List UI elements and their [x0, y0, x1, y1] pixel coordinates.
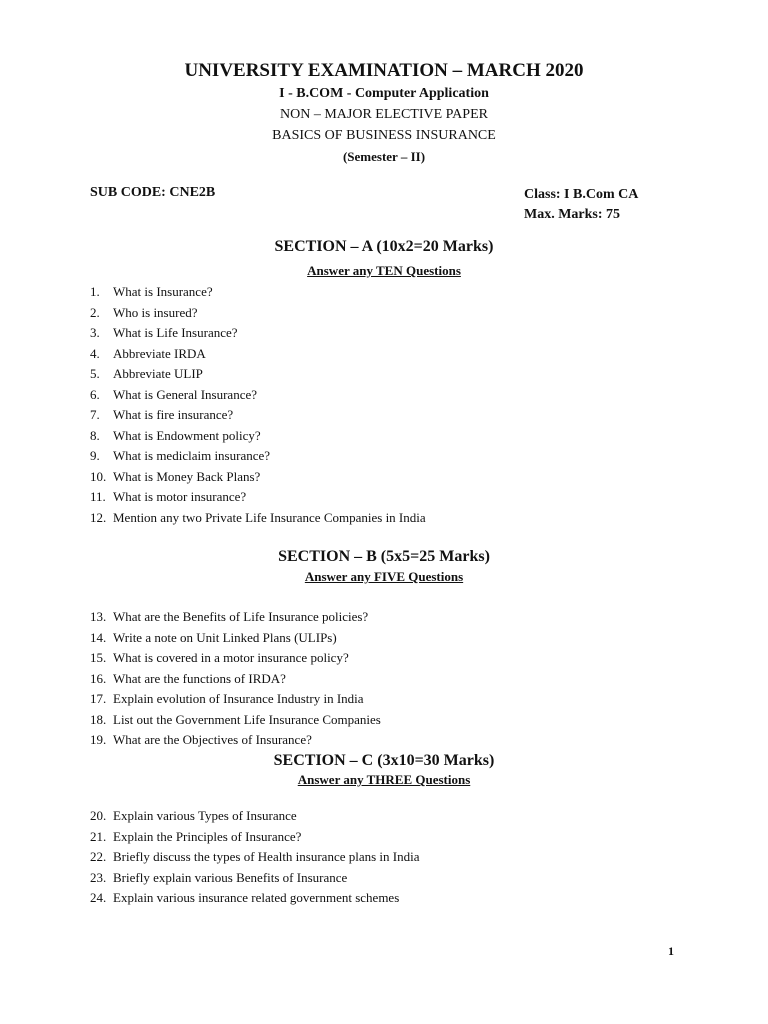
question-item: 21. Explain the Principles of Insurance?: [90, 828, 302, 844]
question-item: 12. Mention any two Private Life Insurance Companies in India: [90, 509, 426, 525]
question-item: 14. Write a note on Unit Linked Plans (ULIPs): [90, 629, 337, 645]
semester-label: (Semester – II): [342, 149, 426, 164]
question-item: 17. Explain evolution of Insurance Industry in India: [90, 691, 364, 706]
question-item: 13. What are the Benefits of Life Insurance policies?: [90, 609, 369, 624]
question-item: 24. Explain various insurance related government schemes: [90, 890, 400, 905]
section-c-heading: SECTION – C (3x10=30 Marks): [273, 752, 495, 769]
question-item: 19. What are the Objectives of Insurance?: [90, 732, 312, 747]
question-item: 8. What is Endowment policy?: [90, 427, 261, 443]
paper-type: NON – MAJOR ELECTIVE PAPER: [280, 107, 488, 122]
exam-title: UNIVERSITY EXAMINATION – MARCH 2020: [184, 60, 584, 81]
question-item: 7. What is fire insurance?: [90, 407, 234, 422]
question-item: 15. What is covered in a motor insurance policy?: [90, 650, 349, 665]
subject-name: BASICS OF BUSINESS INSURANCE: [272, 128, 496, 143]
sub-code: SUB CODE: CNE2B: [90, 185, 216, 200]
question-item: 5. Abbreviate ULIP: [90, 366, 203, 381]
section-c-instruction: Answer any THREE Questions: [297, 772, 471, 787]
course-name: I - B.COM - Computer Application: [279, 86, 489, 101]
max-marks: Max. Marks: 75: [524, 207, 621, 222]
question-item: 20. Explain various Types of Insurance: [90, 808, 297, 823]
class-label: Class: I B.Com CA: [524, 187, 639, 202]
section-a-questions: [90, 282, 426, 528]
question-item: 4. Abbreviate IRDA: [90, 345, 206, 361]
section-b-heading: SECTION – B (5x5=25 Marks): [278, 548, 490, 565]
section-a-heading: SECTION – A (10x2=20 Marks): [274, 238, 494, 255]
question-item: 23. Briefly explain various Benefits of Insurance: [90, 869, 348, 885]
class-info: [524, 185, 638, 225]
question-item: 3. What is Life Insurance?: [90, 325, 238, 340]
page-number: 1: [668, 944, 674, 958]
question-item: 9. What is mediclaim insurance?: [90, 448, 271, 463]
section-b-questions: [90, 607, 381, 751]
question-item: 18. List out the Government Life Insurance Companies: [90, 711, 381, 727]
question-item: 2. Who is insured?: [90, 304, 198, 320]
question-item: 11. What is motor insurance?: [90, 489, 247, 504]
question-item: 22. Briefly discuss the types of Health insurance plans in India: [90, 849, 420, 864]
question-item: 10. What is Money Back Plans?: [90, 468, 261, 484]
section-c-questions: [90, 806, 420, 909]
section-b-instruction: Answer any FIVE Questions: [304, 569, 464, 584]
section-a-instruction: Answer any TEN Questions: [307, 263, 461, 278]
question-item: 16. What are the functions of IRDA?: [90, 670, 286, 686]
question-item: 6. What is General Insurance?: [90, 386, 258, 402]
question-item: 1. What is Insurance?: [90, 284, 213, 299]
